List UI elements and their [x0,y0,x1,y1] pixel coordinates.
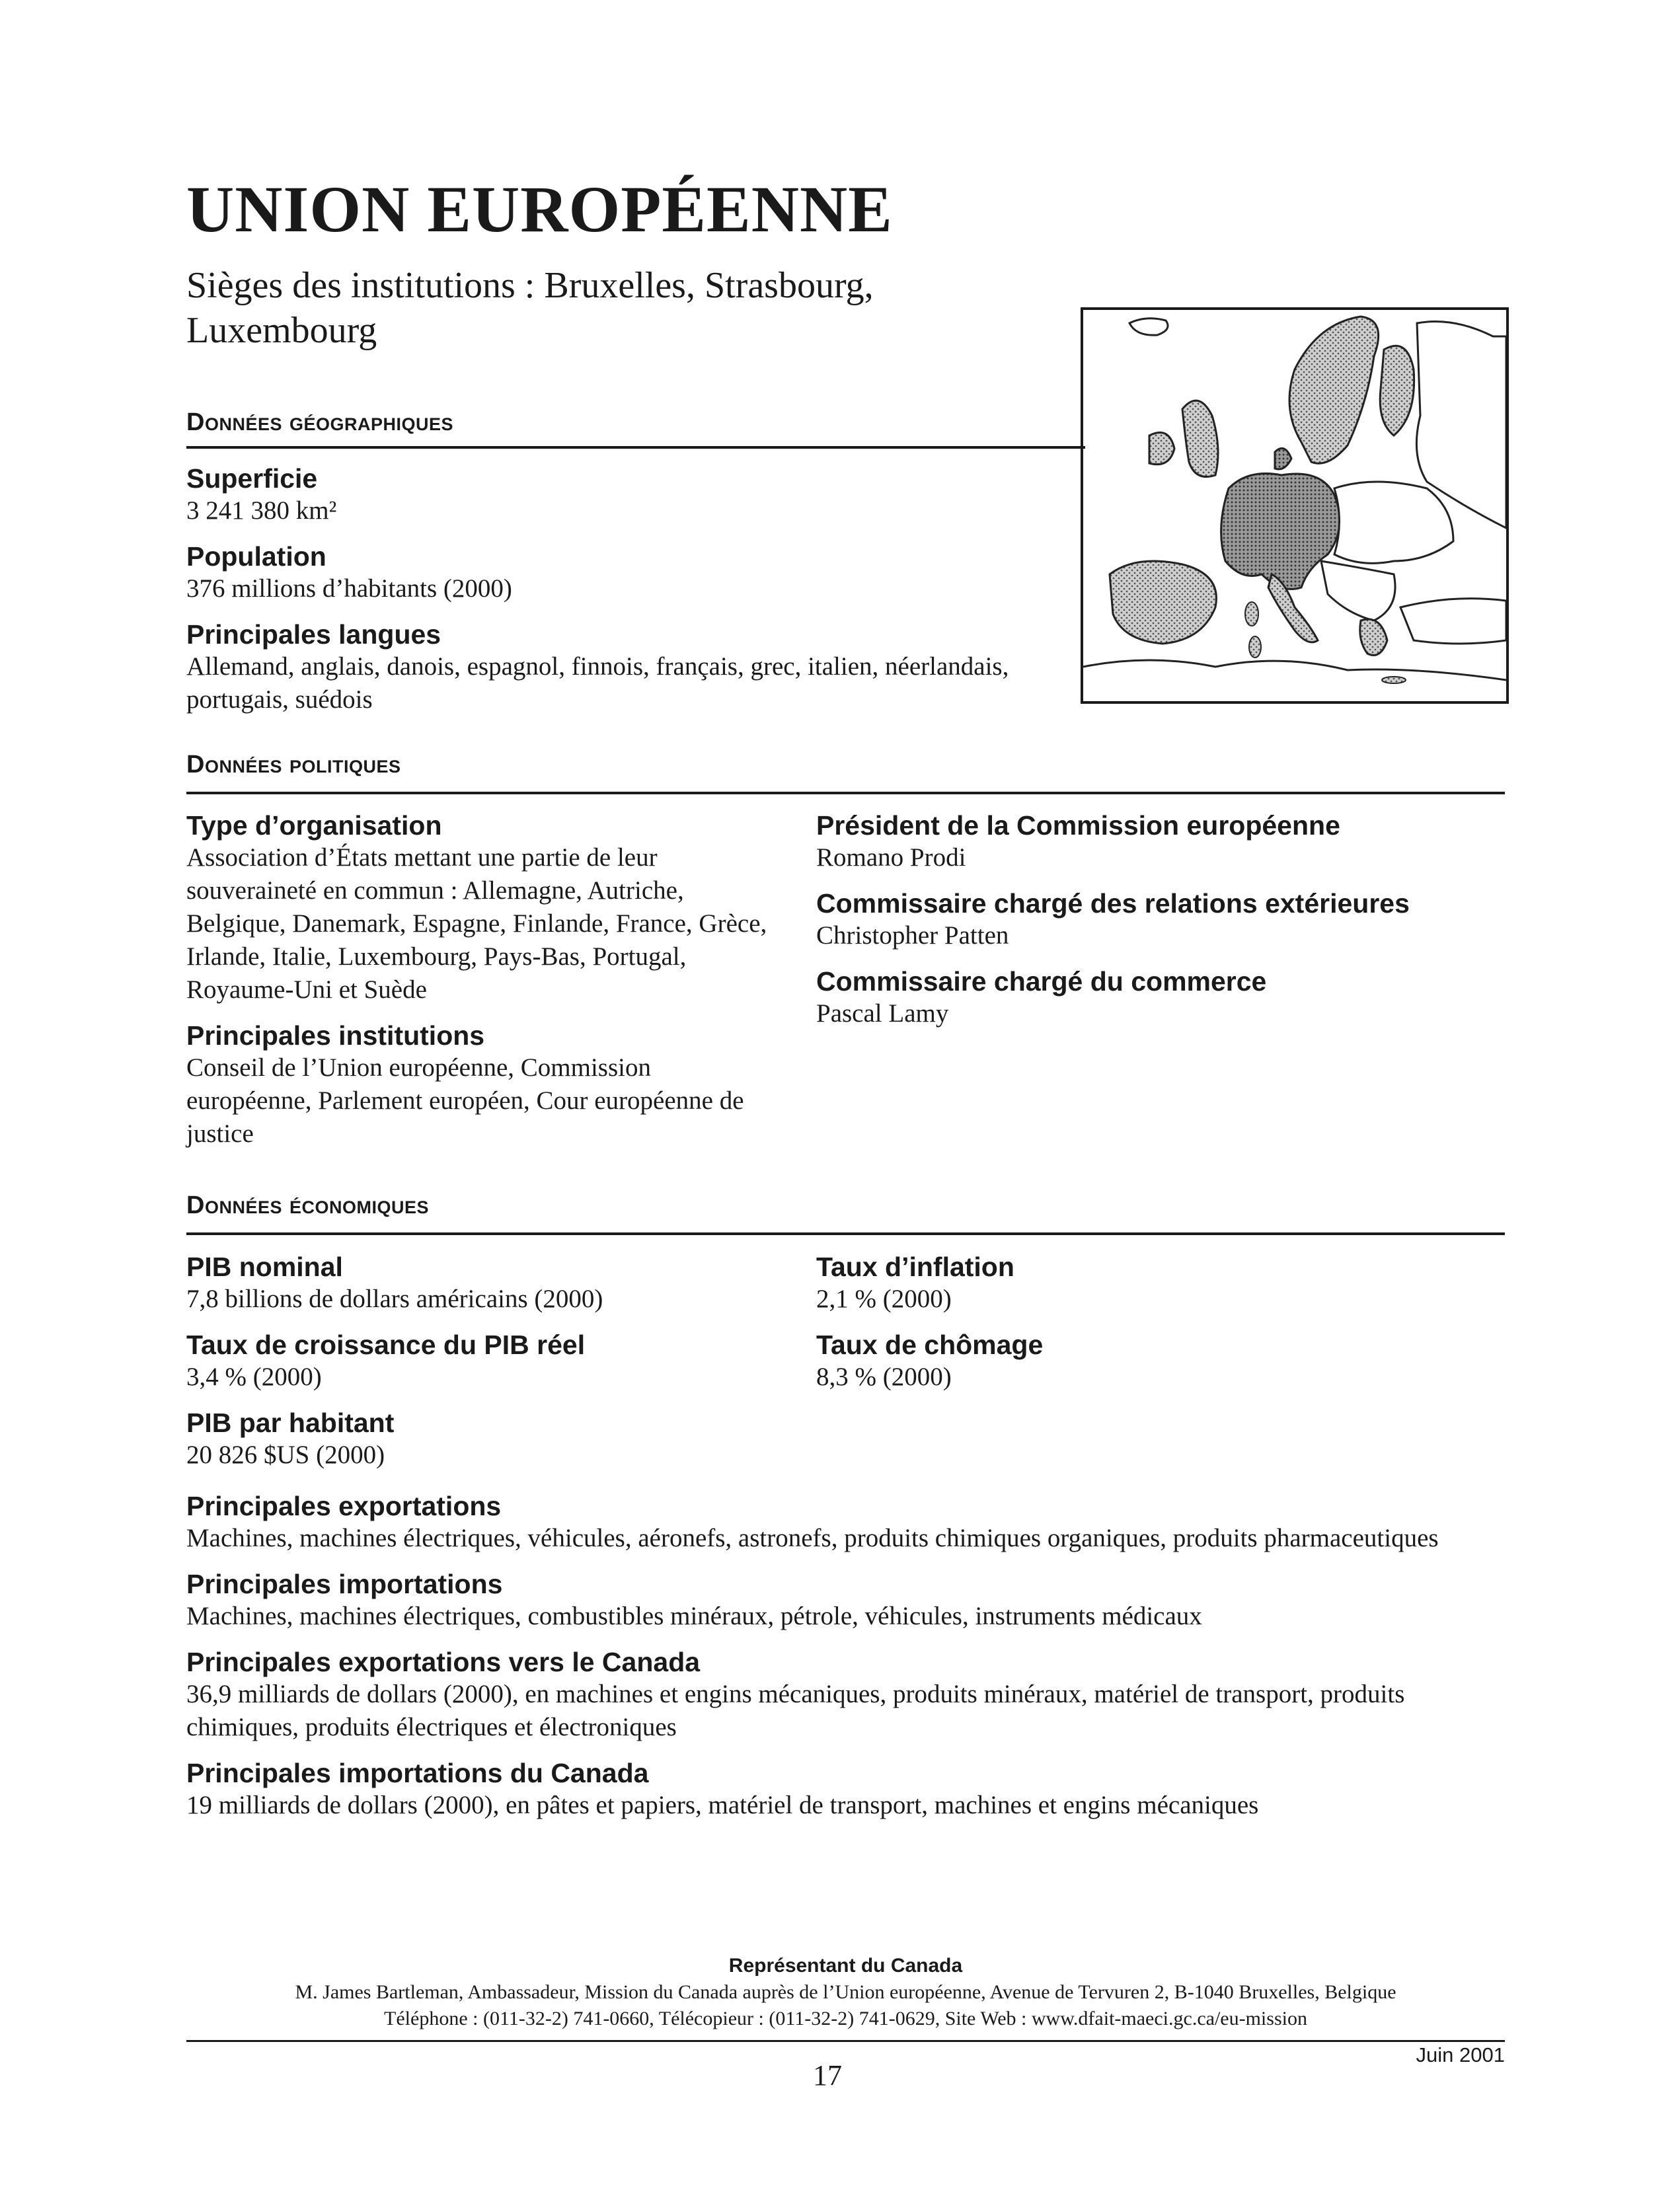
section-politics-right [816,810,1504,1043]
page-subtitle: Sièges des institutions : Bruxelles, Strasbourg, Luxembourg [186,265,874,351]
field-value: 3 241 380 km² [186,496,337,525]
section-geo-fields [186,463,1072,730]
field-value: 20 826 $US (2000) [186,1441,385,1469]
field-chomage [816,1329,1504,1394]
map-iberia [1110,561,1216,644]
map-greece [1360,619,1387,656]
field-label: PIB par habitant [186,1408,395,1438]
field-president [816,810,1504,874]
section-geo-heading-wrap [186,410,453,435]
section-rule-politics [186,792,1505,794]
field-institutions [186,1020,781,1151]
section-economy-heading-wrap [186,1193,429,1218]
field-label: Type d’organisation [186,810,442,841]
field-label: Principales importations [186,1569,503,1599]
field-label: Superficie [186,463,318,494]
section-heading-economy [186,1193,429,1218]
field-pib-habitant [186,1407,781,1472]
footer-heading: Représentant du Canada [728,1955,963,1977]
footer-contact [186,1953,1505,2032]
field-relations-exterieures [816,888,1504,952]
field-croissance [186,1329,781,1394]
field-label: Commissaire chargé des relations extérieures [816,888,1410,919]
field-value: Pascal Lamy [816,999,949,1028]
footer-date: Juin 2001 [1416,2043,1505,2066]
footer-rule [186,2040,1505,2042]
field-importations [186,1568,1505,1633]
section-rule-geo [186,446,1085,449]
section-heading-politics [186,752,401,777]
section-economy-right [816,1251,1504,1407]
field-value: 376 millions d’habitants (2000) [186,574,512,603]
section-rule-economy [186,1232,1505,1235]
field-label: Principales importations du Canada [186,1758,649,1788]
section-heading-economy-text: Données économiques [186,1191,430,1219]
field-label: Principales exportations vers le Canada [186,1647,701,1677]
field-exportations [186,1490,1505,1555]
field-pib-nominal [186,1251,781,1316]
map-norway-sweden [1289,317,1379,463]
field-importations-canada [186,1757,1505,1822]
field-label: Population [186,541,326,572]
map-ireland [1149,433,1174,465]
field-commerce [816,965,1504,1030]
field-label: Commissaire chargé du commerce [816,966,1267,997]
field-value: Machines, machines électriques, véhicules, aéronefs, astronefs, produits chimiques organiques, produits pharmaceutiques [186,1524,1439,1552]
field-value: Allemand, anglais, danois, espagnol, finnois, français, grec, italien, néerlandais, portugais, suédois [186,652,1009,714]
field-value: Conseil de l’Union européenne, Commission européenne, Parlement européen, Cour européenne de justice [186,1053,744,1148]
field-value: Association d’États mettant une partie de leur souveraineté en commun : Allemagne, Autriche, Belgique, Danemark, Espagne, Finlande, France, Grèce, Irlande, Italie, Luxembourg, Pays-Bas, Portugal, Royaume-Uni et Suède [186,843,767,1004]
section-heading-geo-text: Données géographiques [186,408,454,436]
map-finland [1380,346,1414,435]
field-label: Taux d’inflation [816,1252,1014,1282]
field-value: 3,4 % (2000) [186,1363,322,1391]
field-value: Christopher Patten [816,921,1009,950]
field-label: Président de la Commission européenne [816,810,1340,841]
field-inflation [816,1251,1504,1316]
field-population [186,541,1072,605]
section-heading-geo [186,410,453,435]
map-eu-core [1221,474,1340,589]
field-label: Principales exportations [186,1491,502,1521]
field-value: Machines, machines électriques, combustibles minéraux, pétrole, véhicules, instruments médicaux [186,1602,1202,1630]
field-value: 2,1 % (2000) [816,1285,952,1313]
field-type-organisation [186,810,781,1006]
field-value: Romano Prodi [816,843,966,872]
field-label: Principales institutions [186,1020,485,1051]
field-label: Taux de chômage [816,1330,1044,1360]
field-langues [186,619,1072,716]
europe-map-drawing [1083,310,1506,701]
section-politics-left [186,810,781,1164]
field-value: 36,9 milliards de dollars (2000), en machines et engins mécaniques, produits minéraux, matériel de transport, produits chimiques, produits électriques et électroniques [186,1680,1405,1741]
section-economy-left [186,1251,781,1485]
field-label: PIB nominal [186,1252,343,1282]
map-uk [1182,400,1218,476]
page-number: 17 [813,2059,842,2092]
field-value: 8,3 % (2000) [816,1363,952,1391]
field-exportations-canada [186,1646,1505,1744]
field-value: 7,8 billions de dollars américains (2000) [186,1285,603,1313]
field-superficie [186,463,1072,527]
section-economy-full [186,1490,1505,1835]
field-value: 19 milliards de dollars (2000), en pâtes et papiers, matériel de transport, machines et engins mécaniques [186,1791,1259,1819]
page-title: UNION EUROPÉENNE [186,172,893,246]
section-heading-politics-text: Données politiques [186,751,401,778]
field-label: Taux de croissance du PIB réel [186,1330,586,1360]
europe-map [1081,307,1509,704]
map-iceland [1129,319,1168,335]
section-politics-heading-wrap [186,752,401,777]
footer-contact-numbers: Téléphone : (011-32-2) 741-0660, Télécopieur : (011-32-2) 741-0629, Site Web : www.dfait-maeci.gc.ca/eu-mission [384,2008,1307,2029]
footer-address: M. James Bartleman, Ambassadeur, Mission du Canada auprès de l’Union européenne, Avenue de Tervuren 2, B-1040 Bruxelles, Belgique [295,1981,1396,2003]
field-label: Principales langues [186,619,441,650]
